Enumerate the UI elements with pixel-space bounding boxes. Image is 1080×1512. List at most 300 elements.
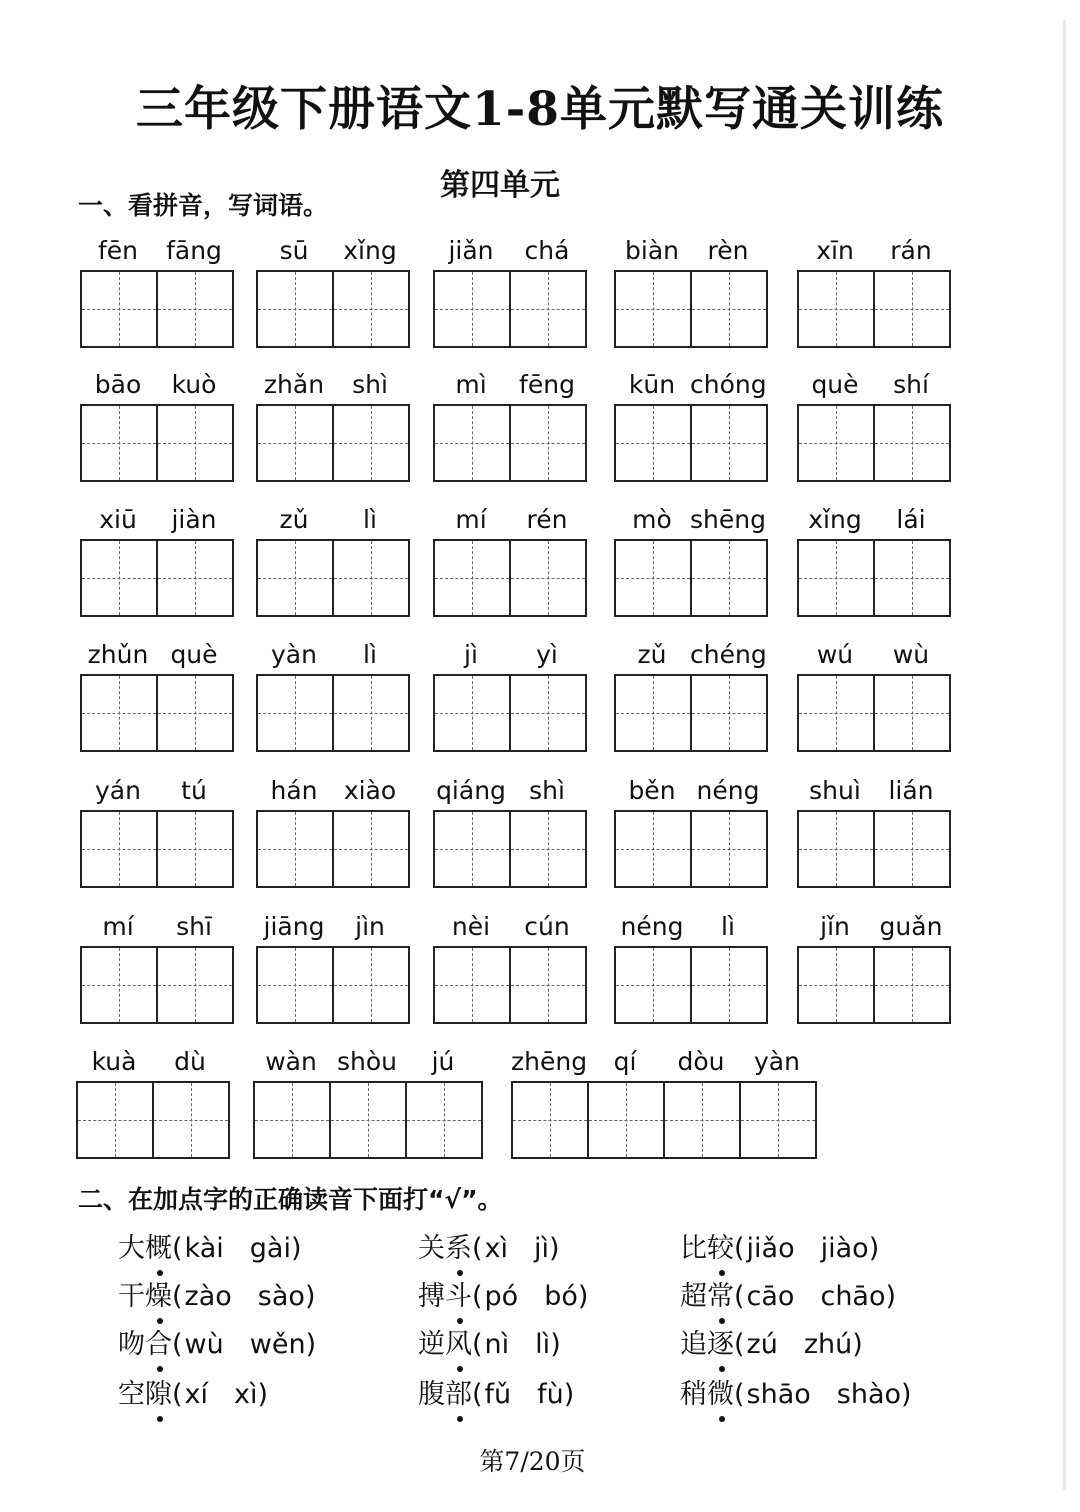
writing-boxes [614,810,768,888]
writing-cell[interactable] [692,676,766,750]
writing-cell[interactable] [511,541,585,615]
writing-boxes [797,404,951,482]
word-row [0,638,1080,758]
pinyin-line [256,368,410,402]
reading-option[interactable]: chāo [820,1281,886,1312]
reading-option[interactable]: nì [484,1329,510,1360]
pinyin-syllable: chá [524,236,570,265]
pronunciation-item [118,1274,315,1313]
pinyin-syllable: yán [95,776,141,805]
pinyin-syllable: què [170,640,218,669]
pinyin-syllable: kūn [628,370,676,399]
word-item [80,910,234,1024]
pinyin-line [614,774,768,808]
writing-cell[interactable] [435,948,511,1022]
emphasis-dot-icon [157,1416,163,1422]
unit-title: 第四单元 [440,168,560,203]
target-word: 空隙 [118,1379,172,1410]
writing-cell[interactable] [435,676,511,750]
word-item [511,1045,817,1159]
target-word: 逆风 [418,1329,472,1360]
writing-boxes [614,404,768,482]
writing-boxes [256,810,410,888]
pinyin-line [256,638,410,672]
writing-cell[interactable] [258,272,334,346]
writing-cell[interactable] [258,812,334,886]
writing-boxes [797,270,951,348]
pinyin-syllable: fēn [97,236,139,265]
paren-close: ) [901,1379,912,1410]
pinyin-line [256,774,410,808]
writing-cell[interactable] [799,812,875,886]
writing-boxes [256,946,410,1024]
pinyin-line [433,638,587,672]
pronunciation-item [418,1372,574,1411]
word-item [80,234,234,348]
pinyin-syllable: lì [363,505,377,534]
word-row [0,1045,1080,1165]
writing-cell[interactable] [255,1083,331,1157]
pinyin-line [614,234,768,268]
writing-cell[interactable] [82,812,158,886]
pinyin-syllable: xīn [816,236,854,265]
pronunciation-item [418,1322,561,1361]
writing-boxes [614,946,768,1024]
writing-cell[interactable] [334,676,408,750]
pinyin-syllable: lì [721,912,735,941]
pinyin-syllable: què [811,370,859,399]
pinyin-line [614,638,768,672]
reading-option[interactable]: shāo [746,1379,811,1410]
writing-cell[interactable] [665,1083,741,1157]
writing-cell[interactable] [158,272,232,346]
pinyin-syllable: néng [696,776,760,805]
paren-open: ( [472,1233,483,1264]
reading-option[interactable]: wù [184,1329,224,1360]
writing-cell[interactable] [875,272,949,346]
writing-cell[interactable] [78,1083,154,1157]
target-word: 超常 [680,1281,734,1312]
pinyin-syllable: shēng [690,505,766,534]
reading-option[interactable]: jiào [820,1233,869,1264]
writing-cell[interactable] [82,676,158,750]
paren-close: ) [577,1281,589,1312]
reading-option[interactable]: lì [535,1329,551,1360]
writing-cell[interactable] [875,948,949,1022]
pinyin-syllable: qí [613,1047,637,1076]
pinyin-syllable: shòu [336,1047,397,1076]
pinyin-syllable: lì [363,640,377,669]
writing-cell[interactable] [82,406,158,480]
writing-boxes [256,404,410,482]
writing-boxes [797,539,951,617]
word-item [433,234,587,348]
writing-cell[interactable] [875,812,949,886]
reading-option[interactable]: zú [746,1329,778,1360]
word-item [76,1045,230,1159]
pronunciation-item [680,1322,863,1361]
reading-option[interactable]: wěn [249,1329,306,1360]
word-item [256,910,410,1024]
pinyin-line [80,234,234,268]
word-row [0,368,1080,488]
pinyin-syllable: jìn [355,912,385,941]
pronunciation-item [680,1226,879,1265]
writing-cell[interactable] [258,676,334,750]
writing-cell[interactable] [258,406,334,480]
word-item [256,234,410,348]
pinyin-line [256,910,410,944]
word-item [614,638,768,752]
writing-boxes [433,404,587,482]
pinyin-line [80,503,234,537]
writing-cell[interactable] [334,541,408,615]
pinyin-syllable: cún [524,912,570,941]
reading-option[interactable]: bó [544,1281,578,1312]
section2-heading: 二、在加点字的正确读音下面打“√”。 [78,1185,503,1214]
pinyin-line [80,368,234,402]
pinyin-syllable: shī [176,912,212,941]
writing-boxes [433,946,587,1024]
pinyin-syllable: fēng [519,370,575,399]
writing-cell[interactable] [616,676,692,750]
writing-boxes [256,539,410,617]
writing-cell[interactable] [82,272,158,346]
pronunciation-item [118,1226,302,1265]
pinyin-syllable: hán [270,776,318,805]
word-item [433,368,587,482]
writing-cell[interactable] [511,948,585,1022]
pinyin-syllable: mí [102,912,134,941]
writing-cell[interactable] [158,406,232,480]
writing-cell[interactable] [407,1083,481,1157]
paren-open: ( [472,1329,483,1360]
writing-cell[interactable] [158,948,232,1022]
pinyin-syllable: jì [464,640,478,669]
writing-cell[interactable] [435,541,511,615]
pinyin-syllable: mò [632,505,672,534]
paren-open: ( [472,1379,483,1410]
word-item [614,774,768,888]
pinyin-line [797,910,951,944]
word-item [433,638,587,752]
pinyin-syllable: jiàn [171,505,217,534]
paren-open: ( [172,1379,183,1410]
pinyin-syllable: tú [181,776,207,805]
pinyin-syllable: shí [893,370,929,399]
pronunciation-item [680,1372,912,1411]
pinyin-line [256,503,410,537]
word-item [256,503,410,617]
pinyin-syllable: xiào [343,776,397,805]
paren-close: ) [290,1233,302,1264]
target-word: 搏斗 [418,1281,472,1312]
paren-close: ) [563,1379,575,1410]
pinyin-syllable: xiū [99,505,137,534]
pinyin-syllable: lái [896,505,926,534]
writing-boxes [80,539,234,617]
word-item [797,910,951,1024]
writing-cell[interactable] [799,272,875,346]
word-item [433,503,587,617]
writing-cell[interactable] [616,948,692,1022]
pinyin-syllable: rán [890,236,932,265]
word-item [80,368,234,482]
pinyin-line [433,234,587,268]
pinyin-syllable: xǐng [343,236,397,265]
pinyin-syllable: zhēng [511,1047,588,1076]
pinyin-syllable: yì [536,640,558,669]
pinyin-syllable: zhǎn [263,370,325,399]
paren-close: ) [550,1329,561,1360]
reading-option[interactable]: jì [534,1233,550,1264]
writing-cell[interactable] [875,406,949,480]
writing-cell[interactable] [692,812,766,886]
pinyin-syllable: lián [888,776,934,805]
writing-boxes [433,674,587,752]
writing-cell[interactable] [435,812,511,886]
pinyin-syllable: fāng [166,236,222,265]
section1-heading: 一、看拼音，写词语。 [78,191,329,220]
page-number: 第7/20页 [479,1447,586,1476]
paren-open: ( [172,1233,183,1264]
word-item [797,774,951,888]
emphasis-dot-icon [719,1416,725,1422]
pinyin-syllable: yàn [271,640,317,669]
pinyin-syllable: shì [352,370,388,399]
pinyin-line [76,1045,230,1079]
paren-open: ( [734,1379,745,1410]
writing-cell[interactable] [799,541,875,615]
word-item [614,503,768,617]
writing-boxes [797,946,951,1024]
writing-boxes [433,270,587,348]
writing-cell[interactable] [331,1083,407,1157]
target-word: 比较 [680,1233,734,1264]
pinyin-syllable: sū [279,236,309,265]
writing-cell[interactable] [692,406,766,480]
writing-cell[interactable] [616,406,692,480]
word-item [256,638,410,752]
word-item [80,638,234,752]
word-item [614,910,768,1024]
pinyin-line [797,368,951,402]
writing-cell[interactable] [158,812,232,886]
paren-open: ( [734,1233,745,1264]
writing-boxes [80,404,234,482]
word-item [797,234,951,348]
pinyin-syllable: běn [628,776,676,805]
writing-cell[interactable] [799,676,875,750]
target-word: 吻合 [118,1329,172,1360]
writing-boxes [80,674,234,752]
pinyin-syllable: chéng [690,640,767,669]
pinyin-syllable: guǎn [879,912,943,941]
pinyin-line [433,368,587,402]
reading-option[interactable]: fù [537,1379,564,1410]
writing-boxes [797,674,951,752]
pinyin-syllable: shuì [809,776,861,805]
pinyin-syllable: qiáng [436,776,506,805]
pinyin-syllable: chóng [690,370,767,399]
pinyin-syllable: mí [455,505,487,534]
target-word: 干燥 [118,1281,172,1312]
word-item [80,774,234,888]
writing-boxes [614,539,768,617]
writing-boxes [80,810,234,888]
paren-close: ) [305,1329,317,1360]
reading-option[interactable]: shào [836,1379,902,1410]
writing-cell[interactable] [692,948,766,1022]
pinyin-line [80,910,234,944]
pinyin-line [797,234,951,268]
reading-option[interactable]: pó [484,1281,519,1312]
pronunciation-item [118,1322,316,1361]
pronunciation-item [418,1226,560,1265]
pinyin-syllable: yàn [754,1047,800,1076]
pinyin-line [614,910,768,944]
word-item [797,638,951,752]
writing-cell[interactable] [435,406,511,480]
writing-cell[interactable] [513,1083,589,1157]
pinyin-syllable: biàn [625,236,679,265]
reading-option[interactable]: fǔ [484,1379,512,1410]
paren-close: ) [885,1281,897,1312]
pinyin-syllable: nèi [451,912,491,941]
writing-cell[interactable] [511,272,585,346]
paren-close: ) [868,1233,880,1264]
writing-cell[interactable] [334,272,408,346]
pinyin-syllable: kuò [171,370,217,399]
pinyin-syllable: kuà [91,1047,137,1076]
writing-cell[interactable] [511,676,585,750]
word-item [433,774,587,888]
writing-cell[interactable] [799,948,875,1022]
reading-option[interactable]: zhú [803,1329,853,1360]
pinyin-syllable: dòu [677,1047,725,1076]
writing-cell[interactable] [616,541,692,615]
pinyin-syllable: néng [620,912,684,941]
pinyin-line [256,234,410,268]
writing-cell[interactable] [511,812,585,886]
pinyin-syllable: wú [816,640,854,669]
writing-cell[interactable] [589,1083,665,1157]
pinyin-syllable: xǐng [808,505,862,534]
word-item [614,234,768,348]
writing-boxes [256,270,410,348]
pinyin-line [511,1045,817,1079]
writing-cell[interactable] [741,1083,815,1157]
reading-option[interactable]: sào [257,1281,305,1312]
pinyin-syllable: bāo [94,370,142,399]
paren-open: ( [172,1281,183,1312]
pinyin-syllable: jú [431,1047,455,1076]
writing-cell[interactable] [692,541,766,615]
reading-option[interactable]: xí [184,1379,209,1410]
reading-option[interactable]: gài [249,1233,291,1264]
word-item [797,368,951,482]
writing-cell[interactable] [875,676,949,750]
paren-open: ( [472,1281,483,1312]
writing-boxes [253,1081,483,1159]
pinyin-syllable: wàn [265,1047,317,1076]
word-row [0,503,1080,623]
pinyin-syllable: jǐn [820,912,850,941]
pinyin-line [797,774,951,808]
reading-option[interactable]: xì [484,1233,509,1264]
reading-option[interactable]: jiǎo [746,1233,795,1264]
pinyin-line [253,1045,483,1079]
page-title: 三年级下册语文1-8单元默写通关训练 [136,82,944,137]
pronunciation-item [680,1274,896,1313]
pinyin-syllable: jiǎn [448,236,494,265]
reading-option[interactable]: kài [184,1233,224,1264]
pinyin-line [80,638,234,672]
writing-boxes [797,810,951,888]
pinyin-line [614,368,768,402]
pinyin-line [797,638,951,672]
target-word: 稍微 [680,1379,734,1410]
reading-option[interactable]: cāo [746,1281,795,1312]
paren-open: ( [172,1329,183,1360]
writing-cell[interactable] [82,541,158,615]
writing-cell[interactable] [435,272,511,346]
pronunciation-item [118,1372,268,1411]
reading-option[interactable]: zào [184,1281,232,1312]
writing-cell[interactable] [258,541,334,615]
writing-cell[interactable] [511,406,585,480]
writing-cell[interactable] [158,541,232,615]
writing-boxes [80,270,234,348]
pinyin-syllable: zhǔn [87,640,149,669]
writing-cell[interactable] [875,541,949,615]
writing-cell[interactable] [334,948,408,1022]
writing-cell[interactable] [616,272,692,346]
pinyin-syllable: zǔ [279,505,309,534]
word-row [0,910,1080,1030]
target-word: 追逐 [680,1329,734,1360]
pinyin-syllable: wù [892,640,930,669]
pinyin-line [433,503,587,537]
writing-cell[interactable] [692,272,766,346]
pinyin-syllable: rèn [707,236,749,265]
writing-boxes [614,674,768,752]
writing-cell[interactable] [258,948,334,1022]
pinyin-line [614,503,768,537]
writing-cell[interactable] [616,812,692,886]
writing-cell[interactable] [334,812,408,886]
word-row [0,774,1080,894]
writing-cell[interactable] [158,676,232,750]
writing-cell[interactable] [82,948,158,1022]
writing-boxes [433,810,587,888]
writing-cell[interactable] [154,1083,228,1157]
writing-boxes [76,1081,230,1159]
word-item [256,774,410,888]
word-item [256,368,410,482]
writing-boxes [80,946,234,1024]
pronunciation-item [418,1274,588,1313]
reading-option[interactable]: xì [234,1379,258,1410]
word-item [433,910,587,1024]
writing-cell[interactable] [334,406,408,480]
emphasis-dot-icon [457,1416,463,1422]
paren-close: ) [549,1233,560,1264]
paren-close: ) [852,1329,863,1360]
pinyin-syllable: zǔ [637,640,667,669]
paren-close: ) [304,1281,316,1312]
writing-cell[interactable] [799,406,875,480]
